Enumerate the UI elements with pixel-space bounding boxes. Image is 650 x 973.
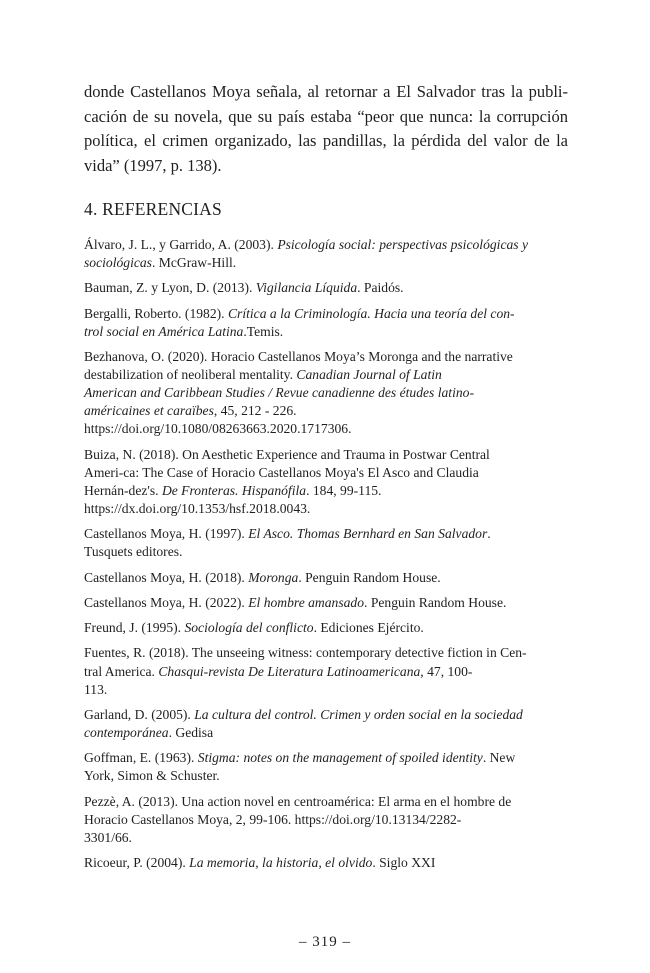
reference-entry — [84, 793, 568, 847]
paragraph-line: política, el crimen organizado, las pandillas, la pérdida del valor de la — [84, 131, 568, 150]
reference-text: York, Simon & Schuster. — [84, 768, 220, 784]
reference-line — [84, 366, 568, 384]
reference-text: Pezzè, A. (2013). Una action novel en centroamérica: El arma en el hombre de — [84, 793, 512, 809]
section-heading: 4. REFERENCIAS — [84, 199, 222, 219]
reference-line — [84, 619, 568, 637]
reference-list — [84, 236, 568, 879]
reference-entry — [84, 569, 568, 587]
reference-title: Chasqui-revista De Literatura Latinoamericana — [158, 663, 421, 679]
reference-text: Goffman, E. (1963). — [84, 750, 198, 766]
reference-text: Bauman, Z. y Lyon, D. (2013). — [84, 280, 256, 296]
page-number: 319 — [312, 934, 338, 950]
reference-text: . New — [482, 750, 516, 766]
reference-text: .Temis. — [243, 323, 284, 339]
reference-text: . Siglo XXI — [372, 855, 436, 871]
reference-text: Ameri-ca: The Case of Horacio Castellanos Moya's El Asco and Claudia — [84, 464, 479, 480]
paragraph-line: cación de su novela, que su país estaba “peor que nunca: la corrupción — [84, 106, 568, 126]
reference-text: Bezhanova, O. (2020). Horacio Castellanos Moya’s Moronga and the narrative — [84, 349, 513, 365]
reference-entry — [84, 279, 568, 297]
reference-line — [84, 402, 568, 420]
reference-title: De Fronteras. Hispanófila — [161, 482, 307, 498]
reference-line — [84, 811, 568, 829]
reference-text: Tusquets editores. — [84, 544, 183, 560]
reference-text: https://dx.doi.org/10.1353/hsf.2018.0043. — [84, 500, 311, 516]
reference-line — [84, 644, 568, 662]
reference-line — [84, 323, 568, 341]
reference-entry — [84, 446, 568, 518]
reference-line — [84, 749, 568, 767]
reference-line — [84, 543, 568, 561]
footer-dash-left: – — [299, 934, 308, 950]
reference-line — [84, 384, 568, 402]
reference-text: , 47, 100- — [420, 663, 473, 679]
reference-entry — [84, 706, 568, 742]
paragraph-line: vida” (1997, p. 138). — [84, 155, 222, 175]
reference-title: américaines et caraïbes — [84, 403, 214, 419]
reference-line — [84, 279, 568, 297]
reference-text: . Ediciones Ejército. — [313, 620, 424, 636]
reference-line — [84, 305, 568, 323]
reference-line — [84, 594, 568, 612]
reference-line — [84, 482, 568, 500]
reference-text: Buiza, N. (2018). On Aesthetic Experience and Trauma in Postwar Central — [84, 446, 490, 462]
reference-text: 113. — [84, 681, 108, 697]
reference-line — [84, 793, 568, 811]
reference-title: El Asco. Thomas Bernhard en San Salvador — [248, 526, 488, 542]
reference-line — [84, 236, 568, 254]
reference-text: Álvaro, J. L., y Garrido, A. (2003). — [84, 237, 278, 252]
reference-title: Canadian Journal of Latin — [296, 367, 442, 383]
reference-text: . — [487, 526, 491, 542]
reference-title: trol social en América Latina — [84, 323, 244, 339]
reference-line — [84, 829, 568, 847]
reference-line — [84, 569, 568, 587]
reference-line — [84, 681, 568, 699]
reference-entry — [84, 854, 568, 872]
reference-title: Vigilancia Líquida — [255, 280, 358, 296]
reference-title: Stigma: notes on the management of spoiled identity — [197, 750, 483, 766]
reference-text: Bergalli, Roberto. (1982). — [84, 305, 228, 321]
reference-line — [84, 854, 568, 872]
reference-text: Hernán-dez's. — [84, 482, 162, 498]
reference-line — [84, 446, 568, 464]
reference-text: 3301/66. — [84, 829, 132, 845]
reference-line — [84, 254, 568, 272]
reference-title: Sociología del conflicto — [184, 620, 314, 636]
reference-text: . Penguin Random House. — [298, 569, 441, 585]
reference-title: Crítica a la Criminología. Hacia una teoría del con- — [227, 305, 515, 321]
reference-text: Horacio Castellanos Moya, 2, 99-106. https://doi.org/10.13134/2282- — [84, 811, 462, 827]
reference-title: sociológicas — [84, 255, 152, 271]
reference-line — [84, 706, 568, 724]
reference-entry — [84, 525, 568, 561]
reference-entry — [84, 236, 568, 272]
reference-text: destabilization of neoliberal mentality. — [84, 367, 297, 383]
reference-text: . 184, 99-115. — [306, 482, 382, 498]
reference-entry — [84, 749, 568, 785]
page-footer — [0, 934, 650, 951]
reference-text: Ricoeur, P. (2004). — [84, 855, 190, 871]
reference-text: Garland, D. (2005). — [84, 706, 195, 722]
reference-title: La memoria, la historia, el olvido — [189, 855, 373, 871]
paragraph-line: donde Castellanos Moya señala, al retornar a El Salvador tras la publi- — [84, 82, 568, 101]
reference-text: https://doi.org/10.1080/08263663.2020.1717306. — [84, 421, 352, 437]
reference-entry — [84, 619, 568, 637]
reference-title: El hombre amansado — [248, 594, 365, 610]
reference-text: . Gedisa — [168, 725, 214, 741]
reference-entry — [84, 305, 568, 341]
reference-text: Castellanos Moya, H. (1997). — [84, 526, 249, 542]
reference-text: . Penguin Random House. — [364, 594, 507, 610]
reference-line — [84, 724, 568, 742]
reference-text: Fuentes, R. (2018). The unseeing witness: contemporary detective fiction in Cen- — [84, 645, 527, 661]
reference-entry — [84, 348, 568, 438]
reference-line — [84, 420, 568, 438]
reference-line — [84, 525, 568, 543]
reference-text: . McGraw-Hill. — [151, 255, 237, 271]
reference-title: contemporánea — [84, 725, 169, 741]
reference-line — [84, 348, 568, 366]
reference-title: Psicología social: perspectivas psicológicas y — [277, 237, 528, 252]
reference-title: American and Caribbean Studies / Revue canadienne des études latino- — [84, 385, 474, 401]
reference-line — [84, 464, 568, 482]
reference-title: La cultura del control. Crimen y orden social en la sociedad — [194, 706, 523, 722]
reference-entry — [84, 644, 568, 698]
reference-text: Castellanos Moya, H. (2022). — [84, 594, 249, 610]
reference-text: , 45, 212 - 226. — [213, 403, 297, 419]
reference-title: Moronga — [248, 569, 299, 585]
reference-text: Castellanos Moya, H. (2018). — [84, 569, 249, 585]
reference-line — [84, 500, 568, 518]
reference-line — [84, 767, 568, 785]
reference-text: Freund, J. (1995). — [84, 620, 185, 636]
reference-line — [84, 663, 568, 681]
reference-entry — [84, 594, 568, 612]
footer-dash-right: – — [342, 934, 351, 950]
body-paragraph — [84, 80, 568, 178]
reference-text: . Paidós. — [357, 280, 404, 296]
reference-text: tral America. — [84, 663, 159, 679]
